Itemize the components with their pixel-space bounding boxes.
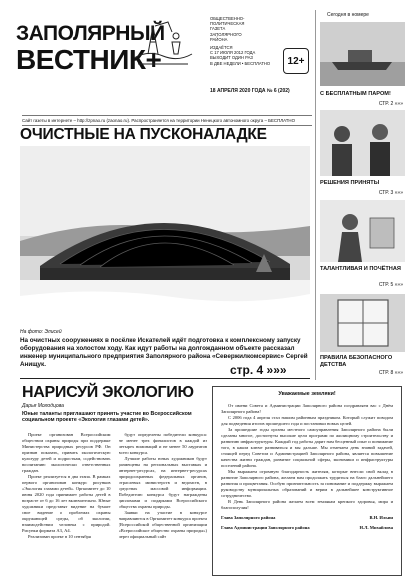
article-paragraph: Проект организован Всероссийским обществом охраны природы при поддержке Министерства природных ресурсов РФ. Он призван показать, привить экологическую культуру детей и подросткам, содействовать воспитанию экологически ответственных граждан. bbox=[22, 432, 111, 473]
award-illustration bbox=[320, 200, 405, 262]
article-paragraph: Заявки на участие в конкурсе направляются в Оргкомитет конкурса проекта (Всероссийской общественной организации «Всероссийское общество охраны природы») через официальный сайт bbox=[118, 510, 207, 539]
sidebar-item-talented-page[interactable]: СТР. 5 »»» bbox=[378, 282, 403, 288]
greeting-paragraph: С 2006 года 4 апреля стал нашим районным праздником. Который служит поводом для подведения итогов прошедшего года и постановки новых целей. bbox=[221, 415, 393, 426]
sidebar-photo-talented bbox=[320, 200, 405, 262]
section2-columns bbox=[22, 432, 207, 574]
issue-date: 18 АПРЕЛЯ 2020 ГОДА bbox=[210, 88, 266, 94]
sidebar-photo-decisions bbox=[320, 110, 405, 176]
signature-row bbox=[221, 525, 393, 531]
masthead-title-line1: ЗАПОЛЯРНЫЙ bbox=[16, 22, 165, 45]
officials-illustration bbox=[320, 110, 405, 176]
article-column bbox=[119, 432, 208, 574]
article-paragraph: будут определены победители конкурса: не менее трех финалистов в каждой из четырех номинаций и не менее 50 лауреатов всего конкурса. bbox=[118, 432, 207, 455]
article-paragraph: Проект реализуется в два этапа. В рамках первого организован конкурс рисунков «Экология глазами детей». Оргкомитет до 10 июня 2020 года принимает работы детей в возрасте от 6 до 16 лет включительно. Юные художники представят видение на бумаге свое видение о проблемах охраны окружающей среды, об экологии, взаимодействии человека с природой. Рисунки формата А3, А4. bbox=[22, 474, 111, 533]
issue-info bbox=[210, 88, 290, 94]
article-paragraph: Реализован проект в 10 сентября bbox=[28, 534, 91, 539]
sidebar-photo-safety bbox=[320, 294, 405, 352]
greeting-paragraph: За прошедшие годы органы местного самоуправления Заполярного района были сделаны многое, достигнуты высокие цели программ по жилищному строительству и развитию инфраструктуры. Каждый год работы дарит нам бесценный опыт и понимание того, в каком ключе развиваться и мы дальше. Мы отмечаем день знаний задачей, стоящей перед Советом и Администрацией Заполярного района, является повышение качества жизни граждан, развитие социальной сферы, экономики и инфраструктуры поселений района. bbox=[221, 427, 393, 468]
publisher-line: ГАЗЕТА bbox=[210, 26, 226, 32]
ferry-illustration bbox=[320, 22, 405, 86]
signature-role: Глава Администрации Заполярного района bbox=[221, 524, 310, 530]
greeting-box bbox=[212, 386, 402, 576]
sidebar-item-decisions-page[interactable]: СТР. 3 »»» bbox=[378, 190, 403, 196]
window-illustration bbox=[320, 294, 405, 352]
publisher-lines bbox=[210, 16, 280, 42]
publisher-info bbox=[210, 16, 280, 69]
sidebar-item-ferry-page[interactable]: СТР. 2 »»» bbox=[378, 101, 403, 107]
greeting-body bbox=[221, 403, 393, 511]
hangar-photo-illustration bbox=[20, 146, 310, 326]
print-line: С 17 ИЮЛЯ 2012 ГОДА bbox=[210, 50, 256, 56]
signature-row bbox=[221, 515, 393, 521]
sidebar-item-ferry[interactable]: С БЕСПЛАТНЫМ ПАРОМ! bbox=[320, 91, 391, 97]
article-paragraph: Лучшие работы юных художников будут размещены на региональных выставках и интернет-ресурсах, на интернет-ресурсах природоохранных федеральных органов, отраслевых министерств и ведомств, в средствах массовой информации. Победителю конкурса будут награждены дипломами и подарками Всероссийского общества охраны природы. bbox=[118, 456, 207, 509]
issue-number: № 6 (202) bbox=[266, 88, 290, 94]
print-lines bbox=[210, 45, 280, 66]
main-headline: ОЧИСТНЫЕ НА ПУСКОНАЛАДКЕ bbox=[20, 126, 267, 143]
print-line: ВЫХОДИТ ОДИН РАЗ bbox=[210, 55, 253, 61]
age-rating-badge: 12+ bbox=[283, 48, 309, 74]
main-photo bbox=[20, 146, 310, 326]
signature-role: Глава Заполярного района bbox=[221, 515, 276, 520]
sidebar-item-safety-page[interactable]: СТР. 8 »»» bbox=[378, 370, 403, 376]
publisher-line: РАЙОНА bbox=[210, 36, 228, 42]
section-divider bbox=[20, 378, 310, 379]
greeting-paragraph: В День Заполярного района желаем всем землякам крепкого здоровья, мира и благополучия! bbox=[221, 499, 393, 510]
photo-caption: На фото: Элисей bbox=[20, 329, 62, 335]
print-line: В ДВЕ НЕДЕЛИ • БЕСПЛАТНО bbox=[210, 60, 271, 66]
greeting-paragraph: Мы выражаем огромную благодарность жителям, которые внесли свой вклад в развитие Заполярного района, желаем вам продолжать трудиться на благо дальнейшего развития и процветания. Особую признательность за понимание и поддержку выражаем руководству муниципальных образований и верим в дальнейшее конструктивное сотрудничество. bbox=[221, 469, 393, 498]
sidebar-photo-ferry bbox=[320, 22, 405, 86]
signature-name: В.Н. Ильин bbox=[369, 515, 393, 520]
section2-sublead: Юные таланты приглашают принять участие во Всероссийском социальном проекте «Экология глазами детей». bbox=[22, 411, 192, 424]
section2-author: Дарья Молодцова bbox=[22, 403, 64, 409]
signature-name: Н.Л. Михайлова bbox=[359, 524, 393, 530]
lead-paragraph: На очистных сооружениях в посёлке Искателей идёт подготовка к комплексному запуску оборудования на холостом ходу. Как идут работы на долгожданном объекте рассказал инженер муниципального предприятия Заполярного района «Севержилкомсервис» Сергей Анищук. bbox=[20, 337, 308, 368]
in-issue-label: Сегодня в номере bbox=[327, 12, 369, 18]
site-line: Сайт газеты в интернете – http://zpnao.ru (zaonao.ru). Распространяется на территории Ненецкого автономного округа – БЕСПЛАТНО bbox=[22, 115, 312, 126]
lead-page-link[interactable]: стр. 4 »»» bbox=[230, 363, 287, 377]
sidebar-item-decisions[interactable]: РЕШЕНИЯ ПРИНЯТЫ bbox=[320, 180, 380, 186]
greeting-paragraph: От имени Совета и Администрации Заполярного района поздравляем вас с Днём Заполярного района! bbox=[221, 403, 393, 414]
logo-illustration bbox=[128, 14, 198, 74]
publisher-line: ОБЩЕСТВЕННО- bbox=[210, 16, 245, 21]
publisher-line: ПОЛИТИЧЕСКАЯ bbox=[210, 21, 245, 27]
publisher-line: ЗАПОЛЯРНОГО bbox=[210, 31, 242, 37]
sidebar-item-talented[interactable]: ТАЛАНТЛИВАЯ И ПОЧЁТНАЯ bbox=[320, 266, 401, 272]
article-column bbox=[22, 432, 111, 574]
masthead-title-line2: ВЕСТНИК+ bbox=[16, 44, 162, 75]
section2-headline: НАРИСУЙ ЭКОЛОГИЮ bbox=[22, 384, 194, 401]
sidebar-item-safety[interactable]: ПРАВИЛА БЕЗОПАСНОГО ДЕТСТВА bbox=[320, 355, 393, 368]
print-line: ИЗДАЁТСЯ bbox=[210, 45, 233, 51]
greeting-title: Уважаемые земляки! bbox=[278, 391, 336, 397]
